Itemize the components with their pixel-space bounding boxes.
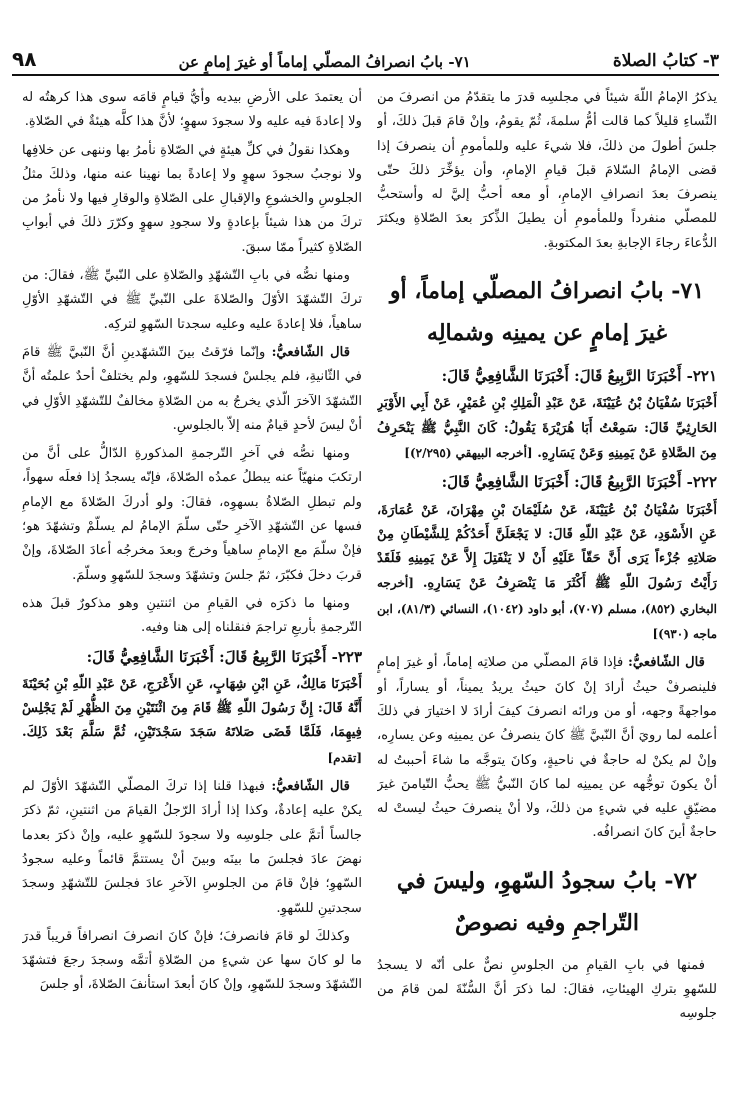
paragraph (22, 775, 362, 921)
paragraph (377, 651, 717, 845)
chapter-title: ٣- كتابُ الصلاة (612, 51, 719, 71)
section-heading-72: ٧٢- بابُ سجودُ السّهوِ، وليسَ في التّراجمِ وفيه نصوصٌ (396, 867, 698, 936)
paragraph: وكذلكَ لو قامَ فانصرفَ؛ فإنْ كانَ انصرفَ انصرافاً قريباً قدرَ ما لو كانَ سها عن شيءٍ من الصّلاةِ أتمَّه وسجدَ رجعَ فتشهّدَ التّشهّدَ وسجدَ للسّهوِ، وإنْ كانَ أبعدَ استأنفَ الصّلاةَ، أو جلسَ (22, 928, 362, 993)
running-header (12, 44, 719, 76)
paragraph: أن يعتمدَ على الأرضِ بيديه وأيُّ قيامٍ قامَه سوى هذا كرهتُه له ولا إعادةَ فيه عليه ولا سجودَ سهوٍ؛ لأنَّ هذا كلَّه هيئةٌ في الصّلاةِ. (22, 90, 362, 130)
page-number: ٩٨ (12, 47, 37, 71)
hadith-222-body: أَخْبَرَنَا سُفْيَانُ بْنُ عُيَيْنَةَ، عَنْ سُلَيْمَانَ بْنِ مِهْرَانَ، عَنْ عُمَارَةَ، عَنِ الأَسْوَدِ، عَنْ عَبْدِ اللّهِ قَالَ: لا يَجْعَلَنَّ أَحَدُكُمْ لِلشَّيْطَانِ مِنْ صَلاتِهِ جُزْءاً يَرَى أَنَّ حَقّاً عَلَيْهِ أَنْ لا يَنْفَتِلَ إِلاَّ عَنْ يَمِينِهِ فَلَقَدْ رَأَيْتُ رَسُولَ اللّهِ ﷺ أَكْثَرَ مَا يَنْصَرِفُ عَنْ يَسَارِهِ. (377, 502, 717, 592)
paragraph-text: فبهذا قلنا إذا تركَ المصلّي التّشهّدَ الأوّلَ لم يكنْ عليه إعادةٌ، وكذا إذا أرادَ الرّجلُ القيامَ من اثنتينِ، ثمّ ذكرَ جالساً أتمَّ على جلوسِه ولا سجودَ للسّهوِ عليه، وإنْ ذكرَ بعدما نهضَ عادَ فجلسَ ما بينَه وبينَ أنْ يستتمَّ قائماً وعليه سجودُ السّهوِ؛ فإنْ قامَ من الجلوسِ الآخرِ عادَ فجلسَ للتّشهّدِ وسجدَ سجدتينِ للسّهوِ. (22, 779, 362, 916)
left-column (22, 86, 362, 1098)
paragraph: ومنها ما ذكرَه في القيامِ من اثنتينِ وهو مذكورٌ قبلَ هذه التّرجمةِ بأربعِ تراجمَ فنقلناه إلى هنا وفيه. (22, 595, 362, 636)
hadith-223-body: أَخْبَرَنَا مَالِكٌ، عَنِ ابْنِ شِهَابٍ، عَنِ الأَعْرَجِ، عَنْ عَبْدِ اللّهِ بْنِ بُحَيْنَةَ أَنَّهُ قَالَ: إِنَّ رَسُولَ اللّهِ ﷺ قَامَ مِنَ اثْنَتَيْنِ مِنَ الظُّهْرِ لَمْ يَجْلِسْ فِيهِمَا، فَلَمَّا قَضَى صَلاتَهُ سَجَدَ سَجْدَتَيْنِ، ثُمَّ سَلَّمَ بَعْدَ ذَلِكَ. (22, 676, 362, 741)
hadith-222-reference: [أخرجه البخاري (٨٥٢)، مسلم (٧٠٧)، أبو داود (١٠٤٢)، النسائي (٨١/٣)، ابن ماجه (٩٣٠)] (377, 576, 717, 642)
hadith-223-reference: [تقدم] (327, 750, 362, 765)
paragraph: فمنها في بابِ القيامِ من الجلوسِ نصٌّ على أنّه لا يسجدُ للسّهوِ بتركِ الهيئاتِ، فقالَ: لما ذكرَ أنَّ السُّنّةَ لمن قامَ من جلوسِه (377, 957, 717, 1022)
section-heading-71: ٧١- بابُ انصرافُ المصلّي إماماً، أو غيرَ إمامٍ عن يمينِه وشمالِه (389, 278, 705, 347)
paragraph: ومنها نصُّه في آخرِ التّرجمةِ المذكورةِ الدّالُّ على أنَّ من ارتكبَ منهيّاً عنه يبطلُ عمدُه الصّلاةَ، فإنّه يسجدُ إذا فعلَه سهواً، ولم تبطلِ الصّلاةُ بسهوِه، فقالَ: ولو أدركَ الصّلاةَ مع الإمامِ فسها عن التّشهّدِ الآخرِ حتّى سلّمَ الإمامُ لم يسلّمْ وتشهّدَ هو؛ فإنْ سلّمَ مع الإمامِ ساهياً وخرجَ وبعدَ مخرجُه أعادَ الصّلاةَ، وإنْ قربَ دخلَ فكبّرَ، ثمّ جلسَ وتشهّدَ وسجدَ للسّهوِ وسلّمَ. (22, 446, 362, 583)
paragraph-text: وإنّما فرّقتُ بينَ التّشهّدينِ أنَّ النّبيَّ ﷺ قامَ في الثّانيةِ، فلم يجلسْ فسجدَ للسّهوِ، ولم يختلفْ أحدٌ علمتُه أنَّ التّشهّدَ الآخرَ الّذي يخرجُ به من الصّلاةِ مخالفٌ للتّشهّدِ الأوّلِ في أنْ ليسَ لأحدٍ قيامٌ منه إلاّ بالجلوسِ. (22, 344, 362, 433)
shafii-label: قال الشّافعيُّ: (271, 344, 350, 360)
hadith-221-reference: [أخرجه البيهقي (٢/٢٩٥)] (404, 445, 533, 460)
hadith-222-heading: ٢٢٢- أَخْبَرَنَا الرَّبِيعُ قَالَ: أَخْبَرَنَا الشَّافِعِيُّ قَالَ: (441, 473, 717, 492)
hadith-223-text (22, 673, 362, 771)
hadith-223-heading: ٢٢٣- أَخْبَرَنَا الرَّبِيعُ قَالَ: أَخْبَرَنَا الشَّافِعِيُّ قَالَ: (86, 647, 362, 666)
hadith-221-heading: ٢٢١- أَخْبَرَنَا الرَّبِيعُ قَالَ: أَخْبَرَنَا الشَّافِعِيُّ قَالَ: (441, 367, 717, 386)
paragraph: يذكرُ الإمامُ اللّهَ شيئاً في مجلسِه قدرَ ما يتقدّمُ من انصرفَ من النِّساءِ قليلاً كما قالت أمُّ سلمةَ، ثُمّ يقومُ، وإنْ قامَ قبلَ ذلكَ، أو جلسَ أطولَ من ذلكَ، فلا شيءَ عليه وللمأمومِ أن ينصرفَ إذا قضى الإمامُ السّلامَ قبلَ قيامِ الإمامِ، وأن يؤخِّرَ ذلكَ حتّى ينصرفَ بعدَ انصرافِ الإمامِ، أو معه أحبُّ إليَّ له وأستحبُّ للمصلّي منفرداً وللمأمومِ أن يطيلَ الذِّكرَ بعدَ الصّلاةِ ويكثرَ الدُّعاءَ رجاءَ الإجابةِ بعدَ المكتوبةِ. (377, 90, 717, 251)
shafii-label: قال الشّافعيُّ: (271, 779, 350, 795)
paragraph: وهكذا نقولُ في كلِّ هيئةٍ في الصّلاةِ نأمرُ بها وننهى عن خلافِها ولا نوجبُ سجودَ سهوٍ ولا إعادةً بما نهينا عنه منها، وذلكَ مثلُ الجلوسِ والخشوعِ والإقبالِ على الصّلاةِ والوقارِ فيها ولا نأمرُ من تركَ من هذا شيئاً بإعادةٍ ولا سجودِ سهوٍ وكرّرَ ذلكَ في أبوابِ الصّلاةِ كثيراً ممّا سبقَ. (22, 142, 362, 255)
section-running-title: ٧١- بابُ انصرافُ المصلّي إماماً أو غيرَ إمامٍ عن (178, 53, 471, 71)
paragraph-text: فإذا قامَ المصلّي من صلاتِه إماماً، أو غيرَ إمامٍ فلينصرفْ حيثُ أرادَ إنْ كانَ حيثُ يريدُ يميناً، أو يساراً، أو مواجهةً وجهه، أو من ورائه انصرفَ كيفَ أرادَ لا اختيارَ في ذلكَ أعلمه لما رويَ أنَّ النّبيَّ ﷺ كانَ ينصرفُ عن يمينِه وعن يسارِه، وإنْ لم يكنْ له حاجةٌ في ناحيةٍ، وكانَ يتوجَّه ما شاءَ أحببتُ له أنْ يكونَ توجُّهه عن يمينِه لما كانَ النّبيُّ ﷺ يحبُّ التّيامنَ غيرَ مضيّقٍ عليه في شيءٍ من ذلكَ، ولا أنْ ينصرفَ حيثُ ليستْ له حاجةٌ أينَ كانَ انصرافُه. (377, 655, 717, 841)
hadith-221-body: أَخْبَرَنَا سُفْيَانُ بْنُ عُيَيْنَةَ، عَنْ عَبْدِ الْمَلِكِ بْنِ عُمَيْرٍ، عَنْ أَبِي الأَوْبَرِ الحَارِثِيِّ قَالَ: سَمِعْتُ أَبَا هُرَيْرَةَ يَقُولُ: كَانَ النَّبِيُّ ﷺ يَنْحَرِفُ مِنَ الصَّلاةِ عَنْ يَمِينِهِ وَعَنْ يَسَارِهِ. (377, 396, 717, 461)
shafii-label: قال الشّافعيُّ: (627, 655, 705, 671)
right-column (377, 86, 717, 1098)
paragraph (22, 341, 362, 438)
hadith-222-text (377, 499, 717, 648)
hadith-221-text (377, 392, 717, 466)
paragraph: ومنها نصُّه في بابِ التّشهّدِ والصّلاةِ على النّبيِّ ﷺ، فقالَ: من تركَ التّشهّدَ الأوّلَ والصّلاةَ على النّبيِّ ﷺ في التّشهّدِ الأوّلِ ساهياً، فلا إعادةَ عليه وعليه سجدتا السّهوِ لتركِه. (22, 268, 362, 332)
